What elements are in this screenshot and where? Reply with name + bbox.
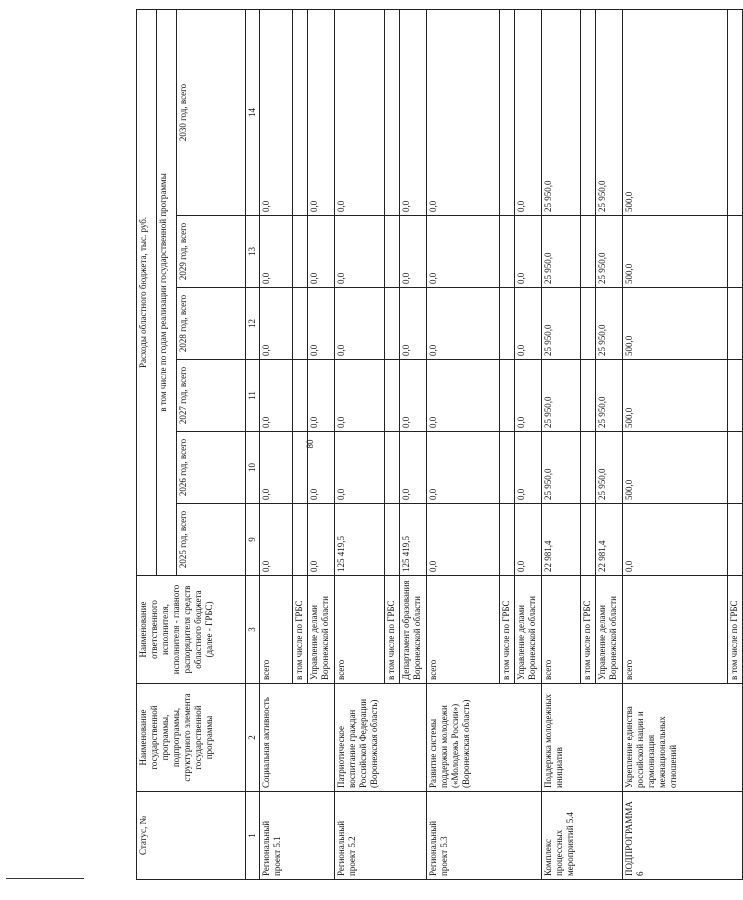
row-value	[500, 288, 515, 360]
row-value: 25 950,0	[542, 9, 581, 215]
row-value	[385, 288, 400, 360]
row-value	[581, 216, 596, 288]
row-value	[385, 216, 400, 288]
row-value: 25 950,0	[596, 216, 623, 288]
row-value	[385, 432, 400, 504]
column-number: 12	[246, 288, 260, 360]
row-value: 0,0	[623, 504, 728, 576]
row-executor: всего	[542, 576, 581, 684]
row-executor: Управление делами Воронежской области	[308, 576, 335, 684]
row-value: 0,0	[308, 432, 335, 504]
row-value: 25 950,0	[596, 9, 623, 215]
budget-table	[136, 9, 743, 880]
row-status: ПОДПРОГРАММА 6	[623, 792, 743, 880]
row-status: Региональный проект 5.1	[260, 792, 335, 880]
column-number: 14	[246, 9, 260, 215]
row-value: 0,0	[335, 9, 385, 215]
row-value: 25 950,0	[542, 360, 581, 432]
row-value	[581, 432, 596, 504]
row-value: 500,0	[623, 9, 728, 215]
header-expenses: Расходы областного бюджета, тыс. руб.	[137, 9, 157, 575]
row-value: 0,0	[260, 360, 293, 432]
row-value: 0,0	[260, 432, 293, 504]
row-name: Укрепление единства российской нации и гармонизация межнациональных отношений	[623, 684, 743, 792]
row-value: 0,0	[260, 216, 293, 288]
row-value	[293, 504, 308, 576]
row-executor: в том числе по ГРБС	[500, 576, 515, 684]
row-value	[293, 9, 308, 215]
column-number-row	[246, 9, 260, 879]
row-value	[385, 360, 400, 432]
row-value: 25 950,0	[596, 288, 623, 360]
row-executor: в том числе по ГРБС	[728, 576, 743, 684]
row-value	[385, 504, 400, 576]
row-value: 25 950,0	[542, 288, 581, 360]
table-row	[623, 9, 728, 879]
row-value: 0,0	[335, 432, 385, 504]
column-number: 13	[246, 216, 260, 288]
row-value	[728, 504, 743, 576]
row-executor: в том числе по ГРБС	[385, 576, 400, 684]
row-value	[728, 288, 743, 360]
header-year: 2026 год, всего	[177, 432, 246, 504]
page-number: 80	[305, 439, 315, 449]
row-value: 0,0	[427, 360, 500, 432]
row-executor: всего	[260, 576, 293, 684]
row-value: 0,0	[260, 9, 293, 215]
row-status: Региональный проект 5.2	[335, 792, 427, 880]
header-status: Статус, №	[137, 792, 246, 880]
row-value	[500, 216, 515, 288]
row-value	[728, 9, 743, 215]
row-value: 0,0	[308, 216, 335, 288]
row-name: Поддержка молодежных инициатив	[542, 684, 623, 792]
header-year: 2027 год, всего	[177, 360, 246, 432]
row-value: 25 950,0	[596, 432, 623, 504]
row-value: 0,0	[515, 288, 542, 360]
row-value: 0,0	[400, 9, 427, 215]
row-value	[293, 360, 308, 432]
row-executor: всего	[623, 576, 728, 684]
row-value: 0,0	[260, 288, 293, 360]
table-row	[260, 9, 293, 879]
row-value: 0,0	[400, 360, 427, 432]
row-value	[728, 216, 743, 288]
row-value	[293, 432, 308, 504]
row-executor: Управление делами Воронежской области	[596, 576, 623, 684]
column-number: 1	[246, 792, 260, 880]
row-value: 25 950,0	[596, 360, 623, 432]
header-year: 2030 год, всего	[177, 9, 246, 215]
row-status: Комплекс процессных мероприятий 5.4	[542, 792, 623, 880]
row-value: 25 950,0	[542, 216, 581, 288]
row-value	[581, 360, 596, 432]
row-value: 0,0	[308, 9, 335, 215]
row-name: Социальная активность	[260, 684, 335, 792]
row-value: 0,0	[308, 504, 335, 576]
header-year: 2029 год, всего	[177, 216, 246, 288]
row-value	[728, 432, 743, 504]
header-year: 2025 год, всего	[177, 504, 246, 576]
row-value: 22 981,4	[596, 504, 623, 576]
row-name: Развитие системы поддержки молодежи («Молодежь России») (Воронежская область)	[427, 684, 542, 792]
table-row	[335, 9, 385, 879]
row-executor: Управление делами Воронежской области	[515, 576, 542, 684]
row-value: 500,0	[623, 216, 728, 288]
row-value: 22 981,4	[542, 504, 581, 576]
row-value	[293, 288, 308, 360]
header-name: Наименование государственной программы, подпрограммы, структурного элемента государственной программы	[137, 684, 246, 792]
row-value	[728, 360, 743, 432]
column-number: 10	[246, 432, 260, 504]
row-value: 0,0	[427, 288, 500, 360]
row-value: 0,0	[515, 432, 542, 504]
row-value: 0,0	[400, 432, 427, 504]
table-row	[542, 9, 581, 879]
column-number: 9	[246, 504, 260, 576]
row-value: 0,0	[335, 216, 385, 288]
row-value: 0,0	[427, 216, 500, 288]
row-value: 0,0	[515, 216, 542, 288]
table-row	[427, 9, 500, 879]
row-executor: всего	[427, 576, 500, 684]
row-executor: всего	[335, 576, 385, 684]
column-number: 11	[246, 360, 260, 432]
row-value	[385, 9, 400, 215]
row-value: 25 950,0	[542, 432, 581, 504]
row-value	[581, 288, 596, 360]
row-value	[581, 9, 596, 215]
header-year: 2028 год, всего	[177, 288, 246, 360]
row-value: 0,0	[308, 288, 335, 360]
row-value: 500,0	[623, 288, 728, 360]
row-value: 500,0	[623, 360, 728, 432]
row-name: Патриотическое воспитание граждан Российской Федерации (Воронежская область)	[335, 684, 427, 792]
rotated-table-container	[136, 10, 739, 880]
row-executor: в том числе по ГРБС	[293, 576, 308, 684]
row-value	[500, 360, 515, 432]
row-value: 0,0	[515, 504, 542, 576]
row-value	[500, 504, 515, 576]
row-value: 0,0	[427, 504, 500, 576]
row-value: 125 419,5	[335, 504, 385, 576]
row-value: 125 419,5	[400, 504, 427, 576]
row-value: 0,0	[515, 360, 542, 432]
column-number: 2	[246, 684, 260, 792]
header-by-years: в том числе по годам реализации государственной программы	[157, 9, 177, 575]
column-number: 3	[246, 576, 260, 684]
row-executor: в том числе по ГРБС	[581, 576, 596, 684]
row-value	[500, 9, 515, 215]
row-value	[581, 504, 596, 576]
row-value: 0,0	[335, 360, 385, 432]
row-value: 0,0	[400, 288, 427, 360]
bottom-divider-line	[6, 878, 84, 879]
row-value: 0,0	[427, 432, 500, 504]
header-executor: Наименование ответственного исполнителя, исполнителя - главного распорядителя средств областного бюджета (далее - ГРБС)	[137, 576, 246, 684]
row-value: 0,0	[308, 360, 335, 432]
row-value: 0,0	[260, 504, 293, 576]
row-value: 0,0	[335, 288, 385, 360]
row-value: 0,0	[427, 9, 500, 215]
row-value	[500, 432, 515, 504]
row-value: 0,0	[400, 216, 427, 288]
row-value	[293, 216, 308, 288]
row-value: 0,0	[515, 9, 542, 215]
row-executor: Департамент образования Воронежской области	[400, 576, 427, 684]
row-value: 500,0	[623, 432, 728, 504]
row-status: Региональный проект 5.3	[427, 792, 542, 880]
